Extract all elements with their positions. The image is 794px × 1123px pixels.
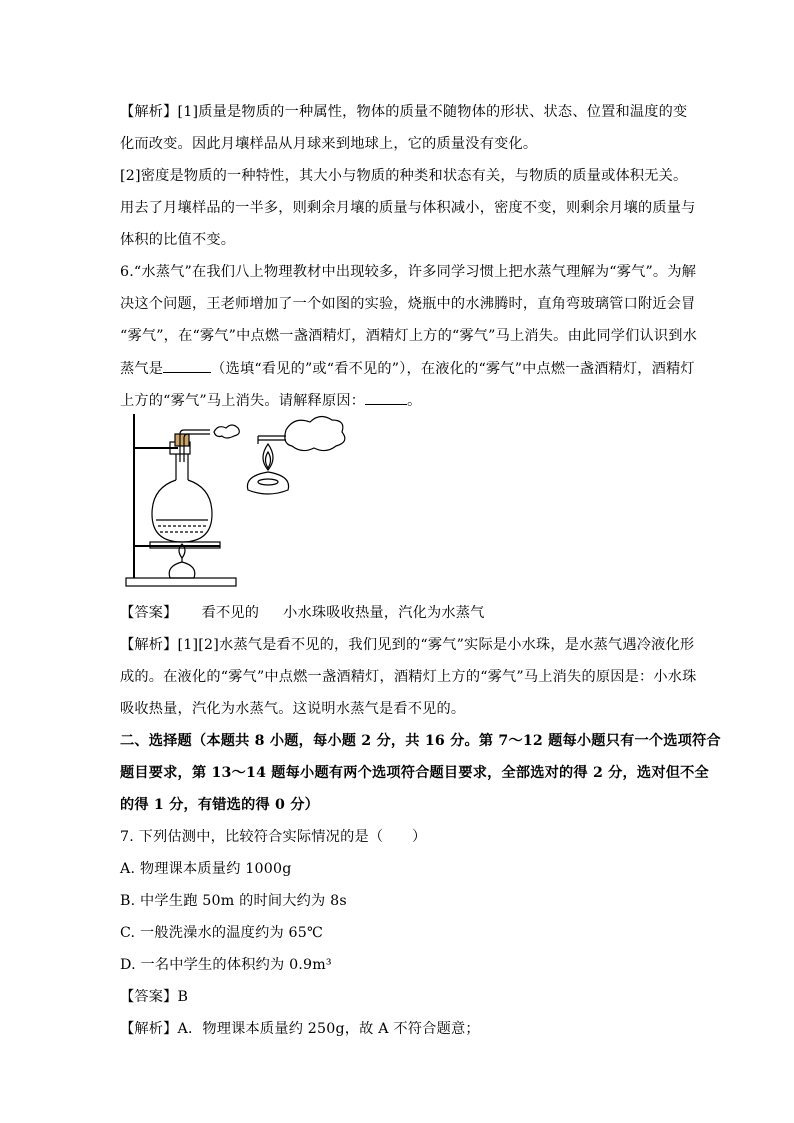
analysis-1-line-1: 【解析】[1]质量是物质的一种属性，物体的质量不随物体的形状、状态、位置和温度的变: [120, 104, 688, 120]
question-7-option-d: D. 一名中学生的体积约为 0.9m³: [120, 957, 332, 973]
boiling-flask-apparatus-illustration: [120, 410, 350, 590]
answer-blank-1: [163, 358, 211, 373]
question-6-line-3: “雾气”，在“雾气”中点燃一盏酒精灯，酒精灯上方的“雾气”马上消失。由此同学们认识到水: [120, 328, 698, 344]
section-2-heading-line-3: 的得 1 分，有错选的得 0 分）: [120, 797, 319, 813]
analysis-2-line-2: 用去了月壤样品的一半多，则剩余月壤的质量与体积减小，密度不变，则剩余月壤的质量与: [120, 200, 696, 216]
question-6-line-4-pre: 蒸气是: [120, 361, 164, 377]
answer-6-part-2: 小水珠吸收热量，汽化为水蒸气: [283, 605, 485, 621]
analysis-6-line-3: 吸收热量，汽化为水蒸气。这说明水蒸气是看不见的。: [120, 701, 466, 717]
question-6-line-1: 6.“水蒸气”在我们八上物理教材中出现较多，许多同学习惯上把水蒸气理解为“雾气”。为解: [120, 264, 697, 280]
question-7-option-c: C. 一般洗澡水的温度约为 65℃: [120, 925, 324, 941]
flask-bulb: [152, 480, 212, 542]
question-6-line-5: [120, 390, 422, 411]
question-7-option-b: B. 中学生跑 50m 的时间大约为 8s: [120, 893, 347, 909]
answer-6-part-1: 看不见的: [201, 605, 260, 621]
stopper: [175, 434, 189, 446]
section-2-heading-line-2: 题目要求，第 13～14 题每小题有两个选项符合题目要求，全部选对的得 2 分，选对但不全: [120, 765, 709, 781]
analysis-6-line-1: 【解析】[1][2]水蒸气是看不见的，我们见到的“雾气”实际是小水珠，是水蒸气遇冷液化形: [120, 637, 695, 653]
question-6-line-4: [120, 358, 695, 379]
steam-cloud-large: [285, 416, 345, 450]
question-7-stem: 7. 下列估测中，比较符合实际情况的是（ ）: [120, 829, 427, 845]
lamp-2-flame-inner: [266, 452, 271, 468]
analysis-6-line-2: 成的。在液化的“雾气”中点燃一盏酒精灯，酒精灯上方的“雾气”马上消失的原因是：小水珠: [120, 669, 697, 685]
glass-tube-bend: [180, 430, 210, 434]
question-6-line-2: 决这个问题，王老师增加了一个如图的实验，烧瓶中的水沸腾时，直角弯玻璃管口附近会冒: [120, 296, 696, 312]
question-6-line-5-post: 。: [407, 393, 422, 409]
section-2-heading-line-1: 二、选择题（本题共 8 小题，每小题 2 分，共 16 分。第 7～12 题每小题只有一个选项符合: [120, 733, 721, 749]
alcohol-lamp-1: [169, 562, 195, 578]
analysis-2-line-3: 体积的比值不变。: [120, 232, 236, 248]
lamp-2-flame: [263, 444, 273, 470]
analysis-1-line-2: 化而改变。因此月壤样品从月球来到地球上，它的质量没有变化。: [120, 136, 538, 152]
stand-base: [126, 578, 236, 586]
experiment-figure: [120, 410, 350, 590]
analysis-2-line-1: [2]密度是物质的一种特性，其大小与物质的种类和状态有关，与物质的质量或体积无关。: [120, 168, 688, 184]
answer-label: 【答案】: [120, 605, 178, 621]
question-7-option-a: A. 物理课本质量约 1000g: [120, 861, 292, 877]
answer-6-line: [120, 603, 485, 623]
question-6-line-5-pre: 上方的“雾气”马上消失。请解释原因：: [120, 393, 366, 409]
answer-blank-2: [365, 390, 407, 405]
steam-puff-small: [214, 425, 239, 438]
alcohol-lamp-2: [247, 472, 288, 494]
question-6-line-4-post: （选填“看见的”或“看不见的”），在液化的“雾气”中点燃一盏酒精灯，酒精灯: [211, 361, 695, 377]
lamp-2-neck: [258, 479, 278, 485]
analysis-7-line-1: 【解析】A．物理课本质量约 250g，故 A 不符合题意；: [120, 1021, 480, 1037]
answer-7: 【答案】B: [120, 989, 189, 1005]
